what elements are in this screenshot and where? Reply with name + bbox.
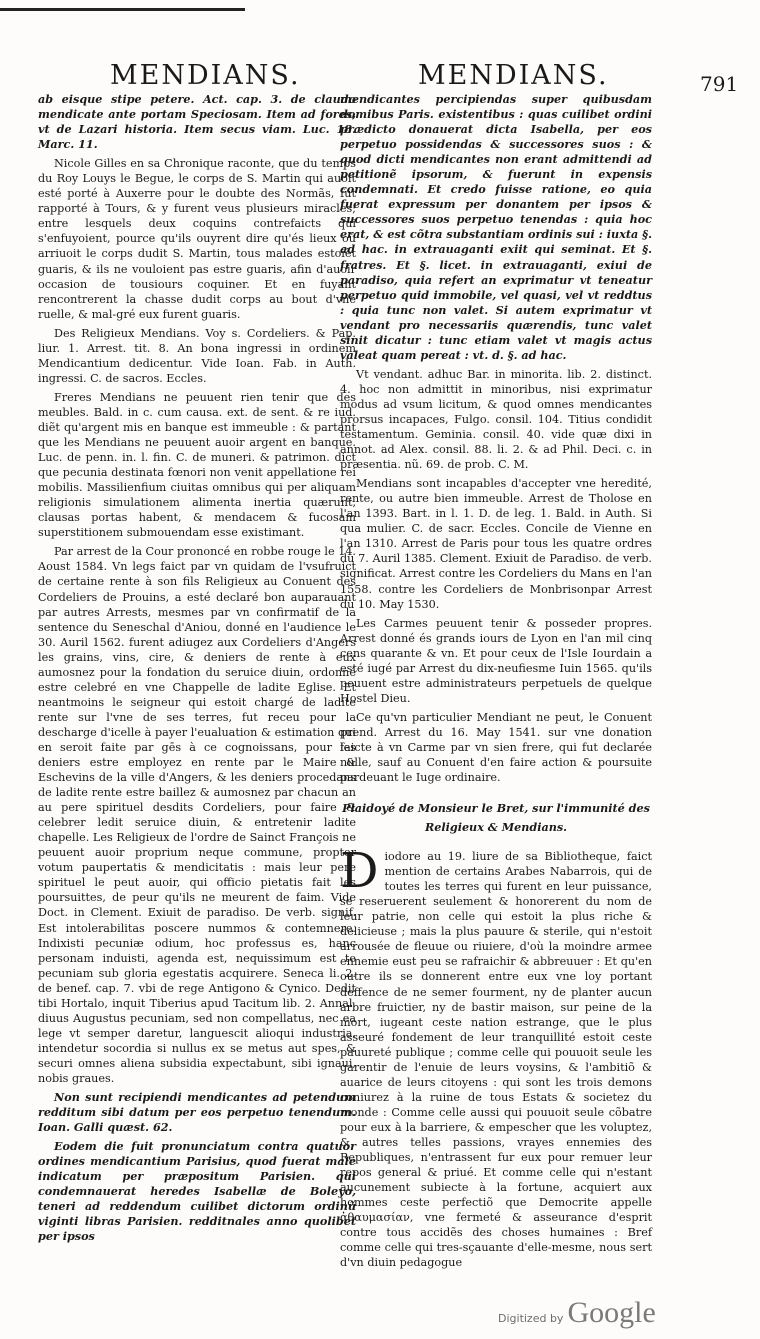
paragraph bbox=[340, 843, 652, 1270]
paragraph: Des Religieux Mendians. Voy s. Cordeliers. & Pap. liur. 1. Arrest. tit. 8. An bona ingressi in ordinem Mendicantium dedicentur. Vide Ioan. Fab. in Auth. ingressi. C. de sacros. Eccles. bbox=[38, 326, 356, 385]
paragraph: Eodem die fuit pronunciatum contra quatuor ordines mendicantium Parisius, quod fuerat male indicatum per præpositum Parisien. qui condemnauerat heredes Isabellæ de Boleyo, teneri ad reddendum cuilibet dictorum ordinũ viginti libras Parisien. redditnales anno quolibet per ipsos bbox=[38, 1139, 356, 1244]
paragraph: Les Carmes peuuent tenir & posseder propres. Arrest donné és grands iours de Lyon en l'an mil cinq cens quarante & vn. Et pour ceux de l'Isle Iourdain a esté iugé par Arrest du dix-neufiesme Iuin 1565. qu'ils peuuent estre administrateurs perpetuels de quelque Hostel Dieu. bbox=[340, 616, 652, 705]
paragraph: Par arrest de la Cour prononcé en robbe rouge le 14. Aoust 1584. Vn legs faict par vn quidam de l'vsufruict de certaine rente à son fils Religieux au Conuent des Cordeliers de Prouins, a esté declaré bon auparauant par autres Arrests, mesmes par vn confirmatif de la sentence du Seneschal d'Aniou, donné en l'audience le 30. Auril 1562. furent adiugez aux Cordeliers d'Angers les grains, vins, cire, & deniers de rente à eux aumosnez pour la fondation du seruice diuin, ordonné estre celebré en vne Chappelle de ladite Eglise. Et neantmoins le seigneur qui estoit chargé de ladite rente sur l'vne de ses terres, fut receu pour la descharge d'icelle à payer l'eualuation & estimation qui en seroit faite par gēs à ce cognoissans, pour les deniers estre employez en rente par le Maire & Eschevins de la ville d'Angers, & les deniers procedans de ladite rente estre baillez & aumosnez par chacun an au pere spirituel desdits Cordeliers, pour faire & celebrer ledit seruice diuin, & entretenir ladite chapelle. Les Religieux de l'ordre de Sainct François ne peuuent auoir proprium neque commune, propter votum paupertatis & mendicitatis : mais leur pere spirituel le peut auoir, qui officio pietatis fait les poursuittes, de peur qu'ils ne meurent de faim. Vide Doct. in Clement. Exiuit de paradiso. De verb. signif. Est intolerabilitas poscere nummos & contemnere. Indixisti pecuniæ odium, hoc professus es, hanc personam induisti, agenda est, nequissimum est te pecuniam sub gloria egestatis acquirere. Seneca li. 2. de benef. cap. 7. vbi de rege Antigono & Cynico. Dedit tibi Hortalo, inquit Tiberius apud Tacitum lib. 2. Annal. diuus Augustus pecuniam, sed non compellatus, nec ea lege vt semper daretur, languescit alioqui industria, intendetur socordia si nullus ex se metus aut spes, & securi omnes aliena subsidia expectabunt, sibi ignaui, nobis graues. bbox=[38, 545, 356, 1085]
right-column bbox=[340, 92, 652, 1274]
paragraph-text: iodore au 19. liure de sa Bibliotheque, faict mention de certains Arabes Nabarrois, qui de toutes les terres qui furent en leur puissance, se reseruerent seulement & honorerent du nom de leur patrie, non celle qui estoit la plus riche & delicieuse ; mais la plus pauure & sterile, qui n'estoit arrousée de fleuue ou riuiere, d'où la moindre armee ennemie eust peu se rafraichir & abbreuuer : Et qu'en outre ils se donnerent entre eux vne loy portant deffence de ne semer fourment, ny de planter aucun arbre fruictier, ny de bastir maison, sur peine de la mort, iugeant ceste nation estrange, que le plus asseuré fondement de leur tranquillité estoit ceste pauureté publique ; comme celle qui pouuoit seule les garentir de l'enuie de leurs voysins, & l'ambitiõ & auarice de leurs citoyens : qui sont les trois demons coniurez à la ruine de tous Estats & societez du monde : Comme celle aussi qui pouuoit seule cõbatre pour eux à la barriere, & empescher que les voluptez, & autres telles passions, vrayes ennemies des Republiques, n'entrassent fur eux pour remuer leur repos general & priué. Et comme celle qui n'estant aucunement subiecte à la fortune, acquiert aux hommes ceste perfectiõ que Democrite appelle ἀθαυμασίαν, vne fermeté & asseurance d'esprit contre tous accidẽs des choses humaines : Bref comme celle qui tres-sçauante d'elle-mesme, nous sert d'vn diuin pedagogue bbox=[340, 850, 652, 1270]
drop-cap: D bbox=[340, 843, 379, 900]
paragraph: ab eisque stipe petere. Act. cap. 3. de claudo mendicate ante portam Speciosam. Item ad fores, vt de Lazari historia. Item secus viam. Luc. 18. Marc. 11. bbox=[38, 92, 356, 152]
top-rule bbox=[0, 8, 245, 11]
running-header-right: MENDIANS. bbox=[418, 60, 609, 91]
paragraph: Freres Mendians ne peuuent rien tenir que des meubles. Bald. in c. cum causa. ext. de sent. & re iud. diẽt qu'argent mis en banque est immeuble : & partant que les Mendians ne peuuent auoir argent en banque. Luc. de penn. in. l. fin. C. de muneri. & patrimon. dict que pecunia destinata fœnori non venit appellatione rei mobilis. Massilienfium ciuitas omnibus qui per aliquam religionis simulationem alimenta inertia quærunt, clausas portas habent, & mendacem & fucosam superstitionem submouendam esse existimant. bbox=[38, 390, 356, 540]
paragraph: Vt vendant. adhuc Bar. in minorita. lib. 2. distinct. 4. hoc non admittit in minoribus, nisi exprimatur modus ad vsum licitum, & quod omnes mendicantes prorsus incapaces, Fulgo. consil. 104. Titius condidit testamentum. Geminia. consil. 40. vide quæ dixi in annot. ad Alex. consil. 88. li. 2. & ad Phil. Deci. c. in præsentia. nũ. 69. de prob. C. M. bbox=[340, 367, 652, 472]
paragraph: mendicantes percipiendas super quibusdam domibus Paris. existentibus : quas cuilibet ordini prædicto donauerat dicta Isabella, per eos perpetuo possidendas & successores suos : & quod dicti mendicantes non erant admittendi ad petitionẽ ipsorum, & fuerunt in expensis condemnati. Et credo fuisse ratione, eo quia fuerat expressum per donantem per ipsos & successores suos perpetuo tenendas : quia hoc erat, & est cõtra substantiam ordinis sui : iuxta §. ad hac. in extrauaganti exiit qui seminat. Et §. fratres. Et §. licet. in extrauaganti, exiui de paradiso, quia refert an exprimatur vt teneatur perpetuo quid immobile, vel quasi, vel vt reddtus : quia tunc non valet. Si autem exprimatur vt vendant pro necessariis quærendis, tunc valet sinit dicatur : tunc etiam valet vt magis actus valeat quam pereat : vt. d. §. ad hac. bbox=[340, 92, 652, 362]
google-logo: Google bbox=[567, 1296, 656, 1329]
digitization-watermark bbox=[498, 1296, 656, 1330]
paragraph: Non sunt recipiendi mendicantes ad petendum redditum sibi datum per eos perpetuo tenendum. Ioan. Galli quæst. 62. bbox=[38, 1090, 356, 1135]
section-title: Plaidoyé de Monsieur le Bret, sur l'immunité des Religieux & Mendians. bbox=[342, 801, 650, 835]
page-number: 791 bbox=[700, 72, 739, 96]
left-column bbox=[38, 92, 356, 1249]
paragraph: Mendians sont incapables d'accepter vne heredité, rente, ou autre bien immeuble. Arrest de Tholose en l'an 1393. Bart. in l. 1. D. de leg. 1. Bald. in Auth. Si qua mulier. C. de sacr. Eccles. Concile de Vienne en l'an 1310. Arrest de Paris pour tous les quatre ordres du 7. Auril 1385. Clement. Exiuit de Paradiso. de verb. significat. Arrest contre les Cordeliers du Mans en l'an 1558. contre les Cordeliers de Monbrisonpar Arrest du 10. May 1530. bbox=[340, 477, 652, 611]
digitized-by-label: Digitized by bbox=[498, 1312, 564, 1325]
paragraph: Ce qu'vn particulier Mendiant ne peut, le Conuent prend. Arrest du 16. May 1541. sur vne donation faicte à vn Carme par vn sien frere, qui fut declarée nulle, sauf au Conuent d'en faire action & poursuite pardeuant le Iuge ordinaire. bbox=[340, 710, 652, 785]
running-header-left: MENDIANS. bbox=[110, 60, 301, 91]
paragraph: Nicole Gilles en sa Chronique raconte, que du temps du Roy Louys le Begue, le corps de S. Martin qui auoit esté porté à Auxerre pour le doubte des Normãs, fut rapporté à Tours, & y furent veus plusieurs miracles; entre lesquels deux coquins contrefaicts qui s'enfuyoient, pource qu'ils ouyrent dire qu'és lieux où arriuoit le corps dudit S. Martin, tous malades estoiẽt guaris, & ils ne vouloient pas estre guaris, afin d'auoir occasion de tousiours coquiner. Et en fuyant rencontrerent la chasse dudit corps au bout d'vne ruelle, & mal-gré eux furent guaris. bbox=[38, 157, 356, 321]
